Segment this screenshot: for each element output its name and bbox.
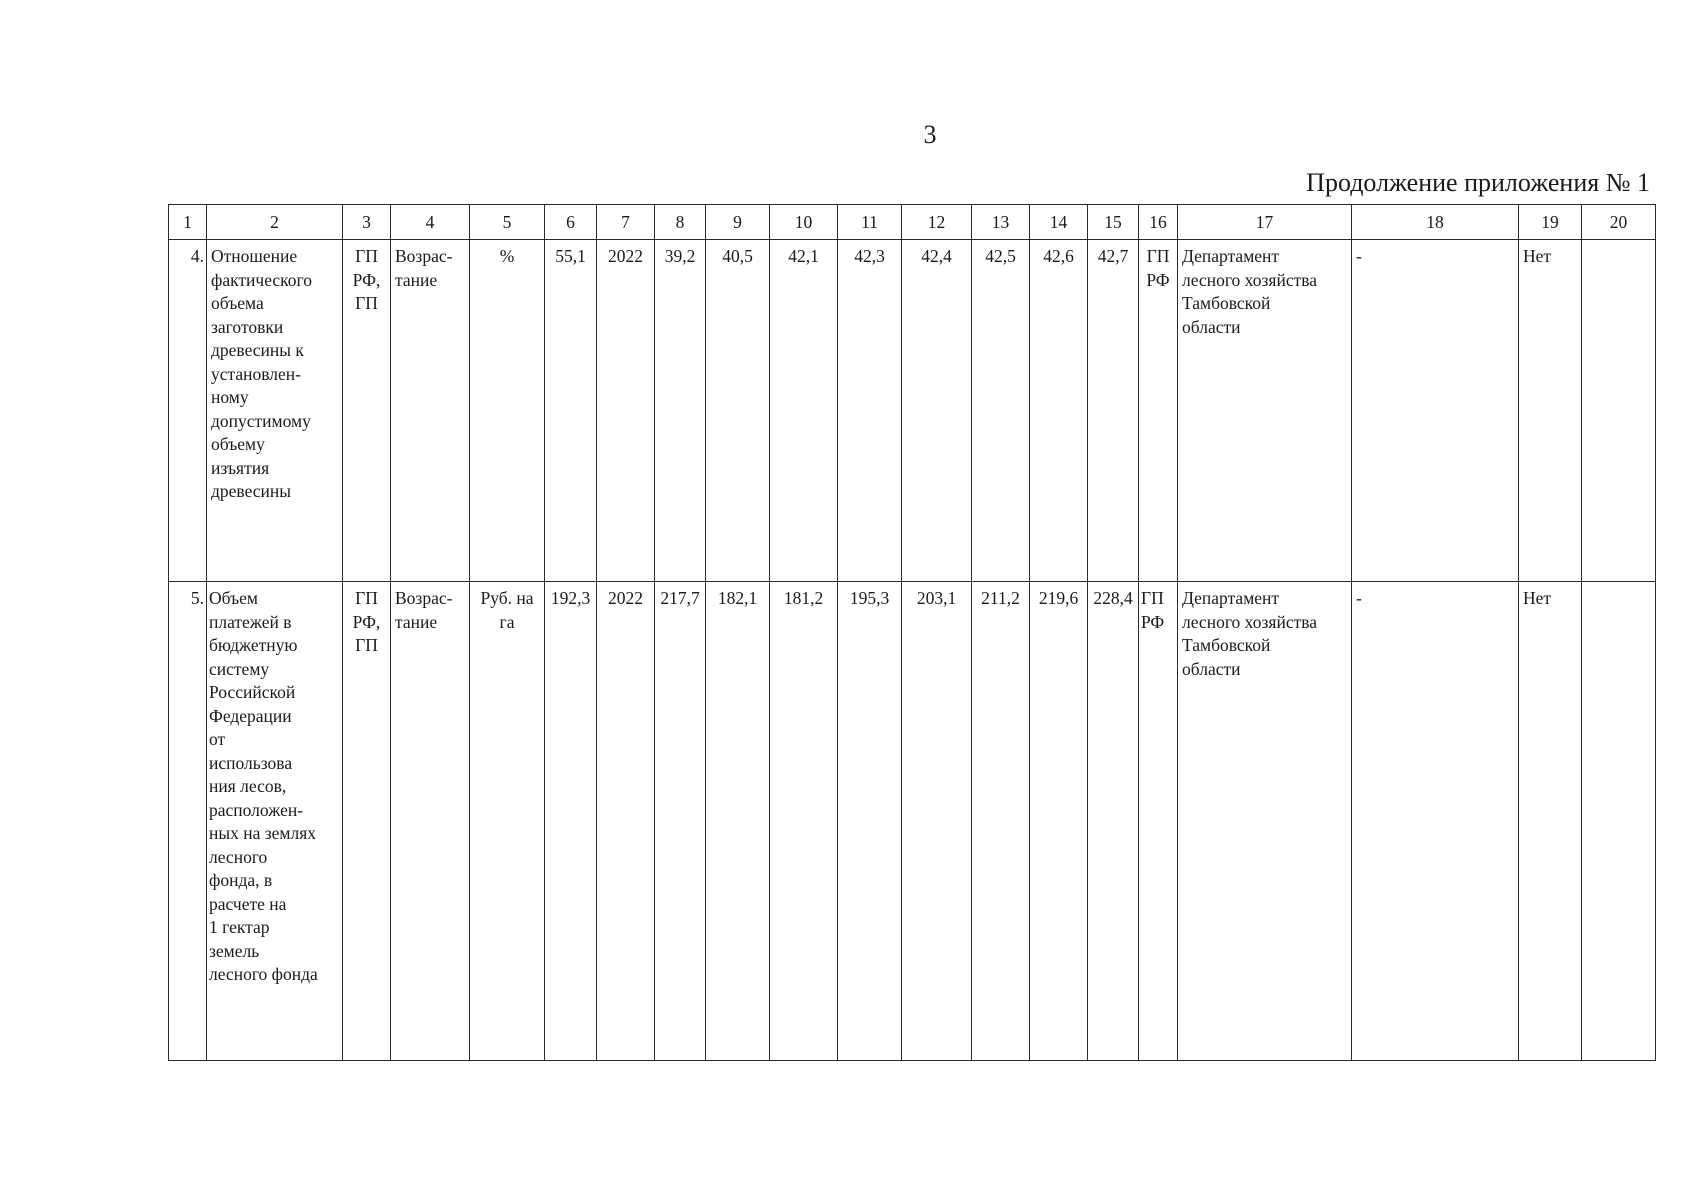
header-cell: 7 [597,205,655,240]
value-cell: 40,5 [706,240,770,582]
value-cell: 219,6 [1030,582,1088,1061]
header-cell: 16 [1139,205,1178,240]
responsible-cell: Департамент лесного хозяйства Тамбовской области [1178,582,1352,1061]
row-number: 4. [169,240,207,582]
value-cell: 42,1 [770,240,838,582]
cell-19: Нет [1519,582,1582,1061]
value-cell: 42,7 [1088,240,1139,582]
header-cell: 13 [972,205,1030,240]
value-cell: 211,2 [972,582,1030,1061]
unit-cell: Руб. на га [470,582,545,1061]
base-value-cell: 192,3 [545,582,597,1061]
header-cell: 12 [902,205,972,240]
value-cell: 42,6 [1030,240,1088,582]
source-cell: ГП РФ [1139,240,1178,582]
header-cell: 9 [706,205,770,240]
cell-20 [1582,240,1656,582]
base-value-cell: 55,1 [545,240,597,582]
header-cell: 10 [770,205,838,240]
base-year-cell: 2022 [597,240,655,582]
value-cell: 182,1 [706,582,770,1061]
cell-18: - [1352,582,1519,1061]
header-cell: 20 [1582,205,1656,240]
value-cell: 42,4 [902,240,972,582]
header-cell: 6 [545,205,597,240]
trend-cell: Возрас- тание [391,582,470,1061]
responsible-cell: Департамент лесного хозяйства Тамбовской области [1178,240,1352,582]
header-cell: 17 [1178,205,1352,240]
header-cell: 2 [207,205,343,240]
unit-cell: % [470,240,545,582]
value-cell: 217,7 [655,582,706,1061]
value-cell: 228,4 [1088,582,1139,1061]
header-cell: 19 [1519,205,1582,240]
value-cell: 42,3 [838,240,902,582]
trend-cell: Возрас- тание [391,240,470,582]
cell-19: Нет [1519,240,1582,582]
continuation-title: Продолжение приложения № 1 [1306,168,1650,197]
value-cell: 181,2 [770,582,838,1061]
source-cell: ГП РФ [1139,582,1178,1061]
header-cell: 3 [343,205,391,240]
cell-18: - [1352,240,1519,582]
row-number: 5. [169,582,207,1061]
header-cell: 14 [1030,205,1088,240]
basis-cell: ГП РФ, ГП [343,240,391,582]
table-row [169,582,1656,1061]
header-cell: 4 [391,205,470,240]
indicators-table [168,204,1656,1061]
cell-20 [1582,582,1656,1061]
page-number: 3 [923,120,937,149]
value-cell: 42,5 [972,240,1030,582]
base-year-cell: 2022 [597,582,655,1061]
header-row [169,205,1656,240]
indicator-name: Объем платежей в бюджетную систему Российской Федерации от использова ния лесов, расположен- ных на землях лесного фонда, в расчете на 1 гектар земель лесного фонда [207,582,343,1061]
header-cell: 11 [838,205,902,240]
header-cell: 8 [655,205,706,240]
value-cell: 203,1 [902,582,972,1061]
header-cell: 15 [1088,205,1139,240]
indicator-name: Отношение фактического объема заготовки древесины к установлен- ному допустимому объему изъятия древесины [207,240,343,582]
value-cell: 195,3 [838,582,902,1061]
header-cell: 1 [169,205,207,240]
header-cell: 18 [1352,205,1519,240]
basis-cell: ГП РФ, ГП [343,582,391,1061]
value-cell: 39,2 [655,240,706,582]
header-cell: 5 [470,205,545,240]
table-row [169,240,1656,582]
